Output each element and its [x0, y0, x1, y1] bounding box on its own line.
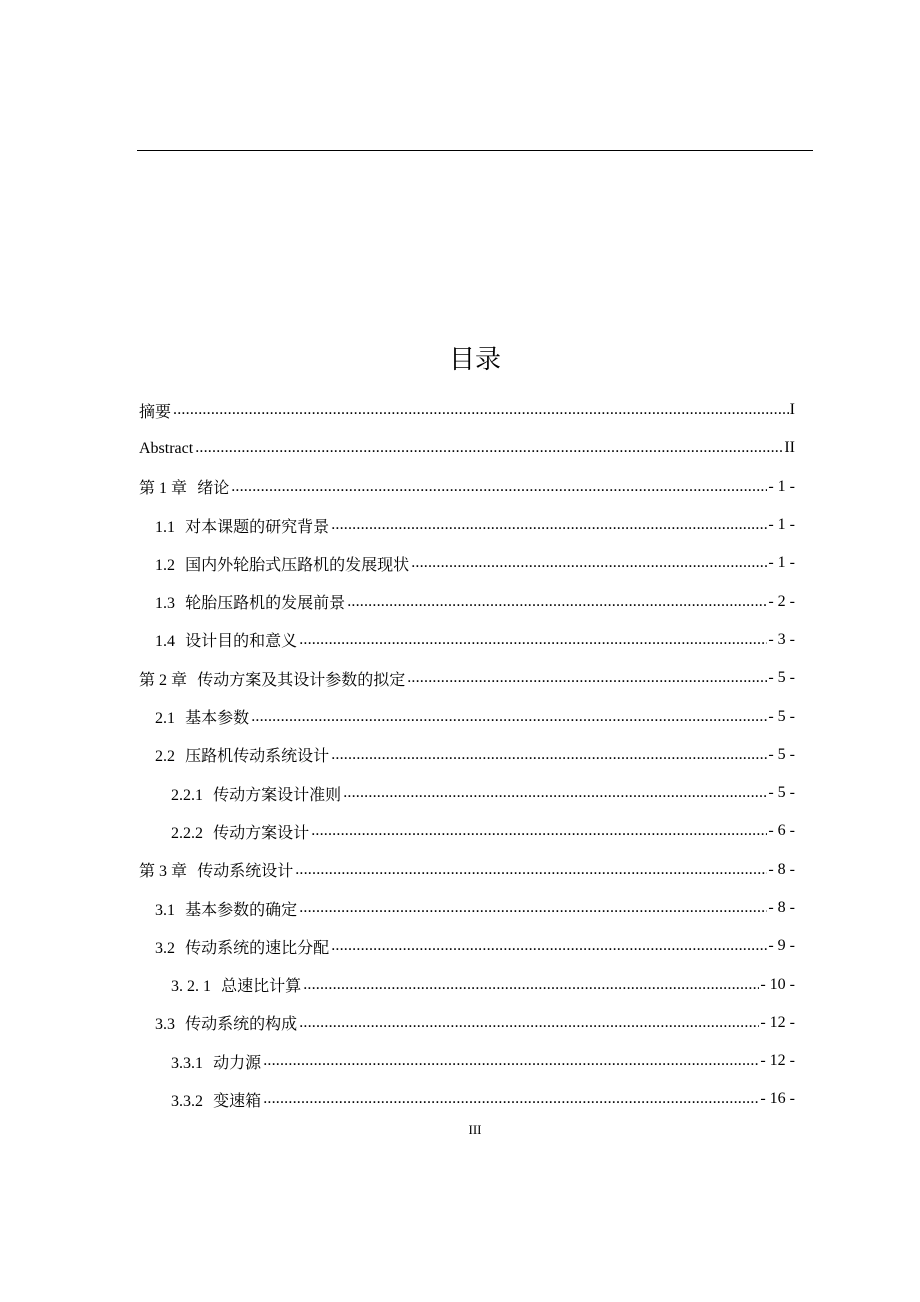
toc-leader-dots	[331, 746, 767, 764]
toc-entry[interactable]	[0, 927, 920, 965]
toc-entry-label	[155, 628, 297, 651]
toc-entry-text: 基本参数的确定	[185, 899, 298, 919]
toc-entry-page: - 5 -	[768, 784, 795, 802]
toc-entry-number: 2.2	[155, 748, 175, 766]
toc-entry[interactable]	[0, 851, 920, 889]
toc-entry-page: - 16 -	[760, 1090, 795, 1108]
toc-list	[0, 391, 920, 1119]
toc-entry[interactable]	[0, 659, 920, 697]
header-rule	[137, 150, 813, 151]
toc-entry-text: 压路机传动系统设计	[185, 746, 330, 766]
toc-leader-dots	[303, 976, 759, 994]
toc-entry[interactable]	[0, 582, 920, 620]
toc-entry-text: 动力源	[213, 1052, 262, 1072]
toc-entry-number: 2.2.2	[171, 824, 203, 842]
toc-entry-label	[155, 514, 329, 537]
toc-entry-number: 2.1	[155, 710, 175, 728]
toc-leader-dots	[299, 1014, 759, 1032]
toc-leader-dots	[295, 861, 767, 879]
toc-leader-dots	[251, 708, 767, 726]
toc-leader-dots	[195, 439, 783, 457]
toc-entry-label	[155, 897, 297, 920]
toc-entry-number: 1.3	[155, 595, 175, 613]
toc-entry-page: - 10 -	[760, 975, 795, 993]
toc-leader-dots	[311, 822, 767, 840]
toc-entry-text: 传动系统的速比分配	[185, 937, 330, 957]
toc-entry-label	[139, 667, 405, 690]
toc-entry-text: 轮胎压路机的发展前景	[185, 593, 346, 613]
toc-entry-number: 第 1 章	[139, 480, 188, 498]
toc-entry-page: - 8 -	[768, 899, 795, 916]
toc-entry-page: - 3 -	[768, 630, 795, 648]
toc-entry-text: 基本参数	[185, 708, 250, 728]
toc-entry[interactable]	[0, 391, 920, 429]
toc-leader-dots	[331, 937, 767, 955]
toc-entry-number: 1.4	[155, 633, 175, 651]
toc-leader-dots	[331, 516, 767, 534]
toc-entry-number: 3.3.2	[171, 1092, 203, 1110]
toc-entry-text: 变速箱	[213, 1090, 262, 1110]
toc-leader-dots	[263, 1052, 759, 1070]
toc-entry[interactable]	[0, 1004, 920, 1042]
toc-leader-dots	[299, 631, 767, 649]
toc-entry-label	[155, 1011, 297, 1034]
toc-entry-text: Abstract	[139, 440, 194, 458]
toc-entry-page: - 12 -	[760, 1052, 795, 1070]
toc-entry-text: 摘要	[139, 401, 172, 421]
toc-title: 目录	[448, 345, 501, 375]
toc-entry[interactable]	[0, 1042, 920, 1080]
toc-entry-label	[155, 552, 409, 575]
toc-entry-label	[171, 820, 309, 843]
toc-entry-label	[139, 475, 229, 498]
toc-entry[interactable]	[0, 506, 920, 544]
toc-entry-page: - 1 -	[768, 516, 795, 534]
toc-entry-number: 第 3 章	[139, 863, 188, 881]
toc-entry[interactable]	[0, 468, 920, 506]
toc-entry-label	[139, 858, 293, 881]
toc-entry-label	[171, 1088, 261, 1111]
toc-entry-text: 对本课题的研究背景	[185, 516, 330, 536]
toc-entry[interactable]	[0, 697, 920, 735]
toc-entry[interactable]	[0, 1080, 920, 1118]
toc-leader-dots	[411, 554, 767, 572]
toc-entry-label	[139, 399, 171, 422]
toc-leader-dots	[299, 899, 767, 917]
toc-entry-page: - 1 -	[768, 554, 795, 572]
toc-entry-label	[171, 782, 341, 805]
toc-entry-label	[155, 705, 249, 728]
toc-entry-page: II	[784, 439, 795, 457]
page-number-footer: III	[468, 1122, 482, 1137]
toc-entry[interactable]	[0, 774, 920, 812]
toc-leader-dots	[263, 1090, 759, 1108]
toc-entry-text: 总速比计算	[221, 976, 302, 996]
toc-entry-number: 1.1	[155, 518, 175, 536]
toc-entry-text: 传动方案及其设计参数的拟定	[197, 669, 406, 689]
toc-entry-text: 设计目的和意义	[185, 631, 298, 651]
toc-entry[interactable]	[0, 544, 920, 582]
toc-entry-text: 国内外轮胎式压路机的发展现状	[185, 554, 410, 574]
toc-leader-dots	[173, 401, 789, 419]
toc-entry[interactable]	[0, 429, 920, 467]
toc-entry-label	[139, 438, 193, 458]
toc-entry-text: 传动方案设计准则	[213, 784, 342, 804]
toc-entry-text: 传动方案设计	[213, 822, 310, 842]
toc-entry-text: 绪论	[197, 478, 230, 498]
toc-leader-dots	[343, 784, 767, 802]
toc-entry-number: 1.2	[155, 556, 175, 574]
toc-entry-label	[155, 590, 345, 613]
toc-entry-number: 3.3	[155, 1016, 175, 1034]
toc-entry-number: 第 2 章	[139, 671, 188, 689]
toc-entry-number: 2.2.1	[171, 786, 203, 804]
toc-entry-label	[155, 935, 329, 958]
toc-entry-page: - 2 -	[768, 592, 795, 610]
toc-entry-number: 3.2	[155, 939, 175, 957]
toc-entry[interactable]	[0, 965, 920, 1003]
toc-entry[interactable]	[0, 736, 920, 774]
toc-entry-text: 传动系统的构成	[185, 1014, 298, 1034]
toc-entry-text: 传动系统设计	[197, 861, 294, 881]
toc-leader-dots	[231, 478, 767, 496]
toc-leader-dots	[347, 593, 767, 611]
toc-entry-page: - 8 -	[768, 860, 795, 878]
toc-entry-number: 3.3.1	[171, 1054, 203, 1072]
toc-entry-label	[155, 743, 329, 766]
toc-entry-page: - 6 -	[768, 822, 795, 840]
toc-entry-page: - 9 -	[768, 937, 795, 955]
toc-entry-page: - 5 -	[768, 669, 795, 687]
toc-entry[interactable]	[0, 621, 920, 659]
toc-leader-dots	[407, 669, 767, 687]
toc-entry-page: I	[789, 401, 795, 419]
toc-entry-page: - 1 -	[768, 477, 795, 495]
toc-entry-number: 3.1	[155, 901, 175, 919]
toc-entry-label	[171, 1050, 261, 1073]
toc-entry-page: - 5 -	[768, 707, 795, 725]
toc-entry-page: - 12 -	[760, 1013, 795, 1031]
toc-entry[interactable]	[0, 889, 920, 927]
toc-entry[interactable]	[0, 812, 920, 850]
toc-entry-page: - 5 -	[768, 745, 795, 763]
toc-entry-number: 3. 2. 1	[171, 978, 211, 996]
toc-entry-label	[171, 973, 301, 996]
